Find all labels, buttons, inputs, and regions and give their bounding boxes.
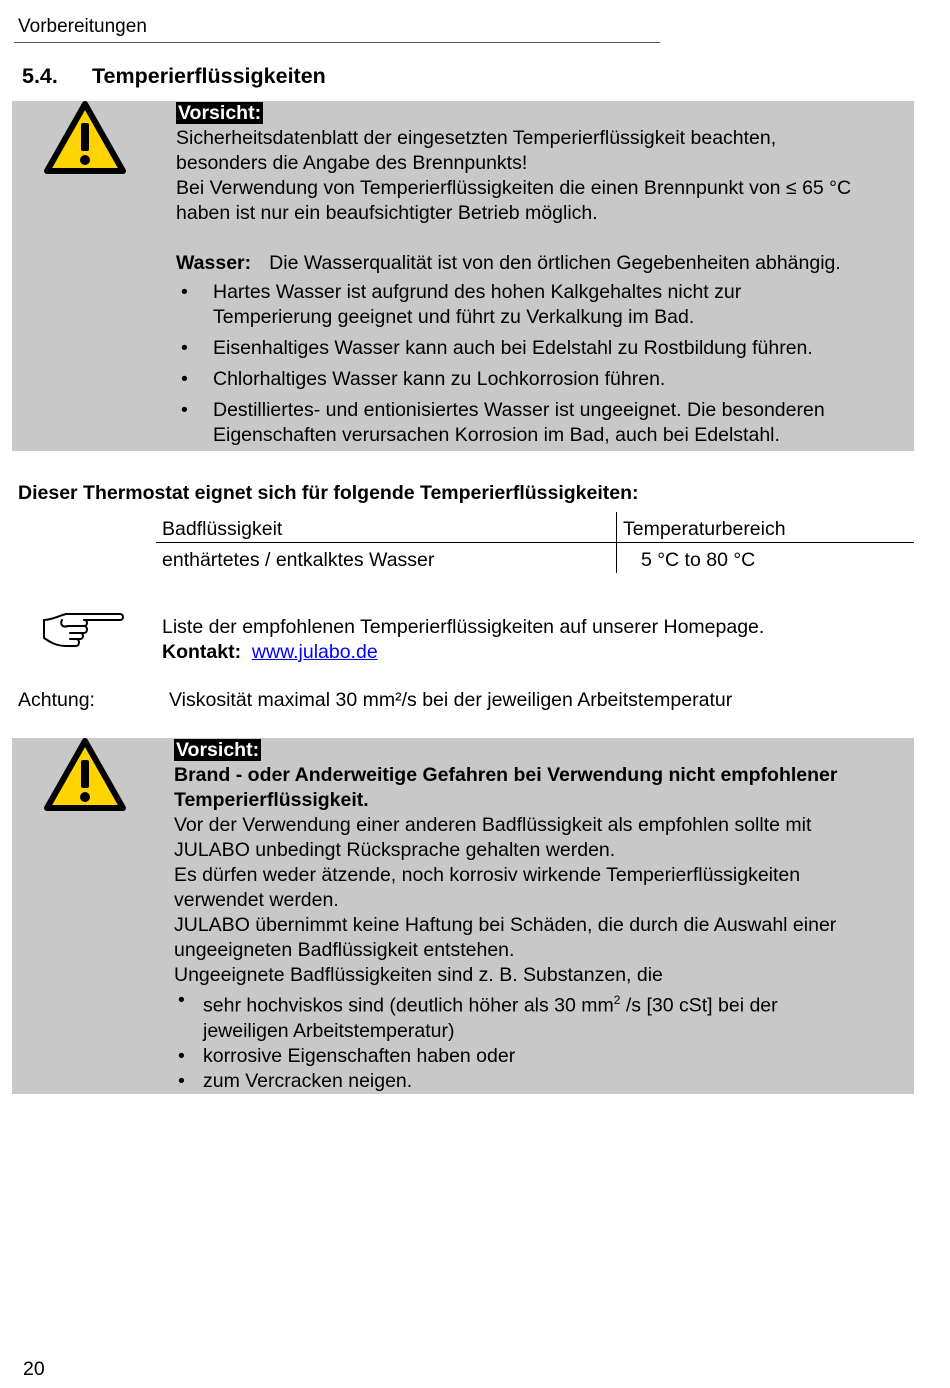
list-item: • Eisenhaltiges Wasser kann auch bei Edelstahl zu Rostbildung führen. [176,336,908,361]
column-header: Temperaturbereich [617,512,915,543]
warning-line: JULABO übernimmt keine Haftung bei Schäden, die durch die Auswahl einer [174,914,837,936]
warning-box-2 [12,738,914,1094]
table-header-row [156,512,914,543]
warning-box-1 [12,101,914,451]
warning-line: Sicherheitsdatenblatt der eingesetzten Temperierflüssigkeit beachten, [176,127,777,149]
list-item: • zum Vercracken neigen. [174,1069,908,1094]
warning-line: JULABO unbedingt Rücksprache gehalten werden. [174,839,616,861]
pointing-hand-icon [40,608,126,652]
warning-heading: Temperierflüssigkeit. [174,789,369,811]
achtung-label: Achtung: [18,689,95,711]
contact-line [162,640,764,665]
list-item: • sehr hochviskos sind (deutlich höher als 30 $mm^2$ /s [30 cSt] bei der jeweiligen Arbeitstemperatur) [174,988,908,1044]
note-block [162,615,764,665]
fluids-table [156,512,914,573]
note-text: Liste der empfohlenen Temperierflüssigkeiten auf unserer Homepage. [162,616,765,638]
warning-triangle-icon [44,101,126,175]
section-number: 5.4. [22,64,58,88]
section-title [22,64,326,89]
warning-line: Bei Verwendung von Temperierflüssigkeiten die einen Brennpunkt von ≤ 65 °C [176,177,852,199]
warning-label: Vorsicht: [178,102,262,124]
warning-line: verwendet werden. [174,889,339,911]
achtung-text: Viskosität maximal 30 mm²/s bei der jeweiligen Arbeitstemperatur [169,689,733,711]
warning-heading: Brand - oder Anderweitige Gefahren bei Verwendung nicht empfohlener [174,764,838,786]
water-label: Wasser: [176,252,252,274]
warning-line: haben ist nur ein beaufsichtigter Betrieb möglich. [176,202,598,224]
homepage-link[interactable]: www.julabo.de [251,641,378,663]
page-number: 20 [23,1358,45,1380]
page-header: Vorbereitungen [18,16,147,37]
warning-line: Ungeeignete Badflüssigkeiten sind z. B. Substanzen, die [174,964,663,986]
list-item: • Hartes Wasser ist aufgrund des hohen Kalkgehaltes nicht zur Temperierung geeignet und führt zu Verkalkung im Bad. [176,280,908,330]
warning-triangle-icon [44,738,126,812]
water-text: Die Wasserqualität ist von den örtlichen Gegebenheiten abhängig. [269,252,841,274]
warning-label: Vorsicht: [176,739,260,761]
contact-label: Kontakt: [162,641,242,663]
table-title: Dieser Thermostat eignet sich für folgende Temperierflüssigkeiten: [18,482,639,504]
column-header: Badflüssigkeit [156,512,617,543]
list-item: • korrosive Eigenschaften haben oder [174,1044,908,1069]
warning-line: besonders die Angabe des Brennpunkts! [176,152,528,174]
list-item: • Chlorhaltiges Wasser kann zu Lochkorrosion führen. [176,367,908,392]
list-item: • Destilliertes- und entionisiertes Wasser ist ungeeignet. Die besonderen Eigenschaften verursachen Korrosion im Bad, auch bei Edelstahl. [176,398,908,448]
unsuitable-bullet-list [174,988,908,1094]
table-row [156,543,914,574]
water-bullet-list [176,280,908,448]
water-paragraph [176,251,908,276]
section-heading: Temperierflüssigkeiten [92,64,326,88]
table-cell: 5 °C to 80 °C [641,549,756,571]
warning-line: ungeeigneten Badflüssigkeit entstehen. [174,939,515,961]
warning-line: Vor der Verwendung einer anderen Badflüssigkeit als empfohlen sollte mit [174,814,812,836]
header-divider [14,42,660,43]
warning-line: Es dürfen weder ätzende, noch korrosiv wirkende Temperierflüssigkeiten [174,864,801,886]
table-cell: enthärtetes / entkalktes Wasser [156,543,617,574]
